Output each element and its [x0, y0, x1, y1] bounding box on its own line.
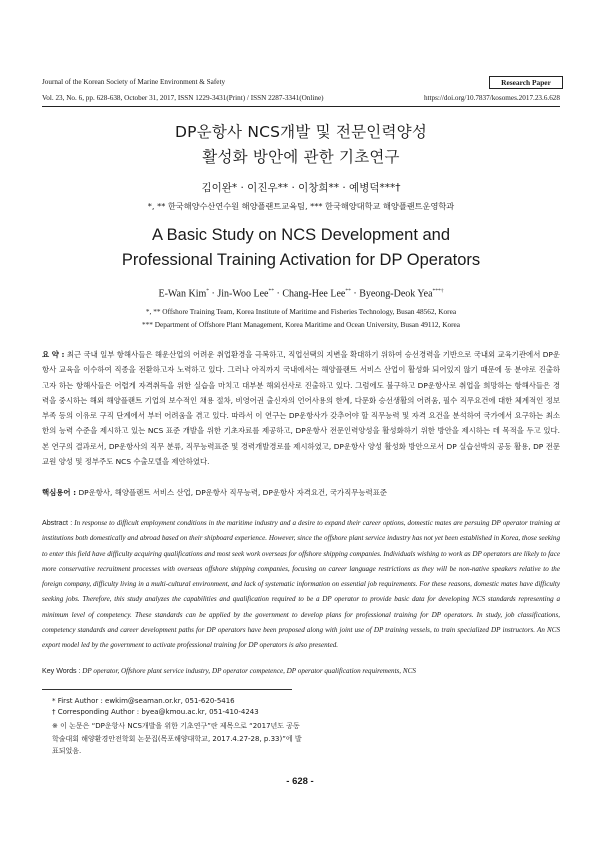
author-separator: ·	[209, 288, 218, 300]
korean-abstract-label: 요 약 :	[42, 350, 65, 359]
author-separator: ·	[350, 288, 360, 300]
first-author-footnote: * First Author : ewkim@seaman.or.kr, 051-620-5416	[52, 697, 235, 705]
english-affiliation-2: *** Department of Offshore Plant Management, Korea Maritime and Ocean University, Busan 49112, Korea	[141, 320, 461, 329]
author-mark: **	[268, 288, 274, 294]
english-keywords-text: DP operator, Offshore plant service industry, DP operator competence, DP operator qualification requirements, NCS	[82, 667, 416, 675]
english-abstract	[42, 516, 560, 654]
author-separator: ·	[273, 288, 283, 300]
volume-issn-line: Vol. 23, No. 6, pp. 628-638, October 31, 2017, ISSN 1229-3431(Print) / ISSN 2287-3341(Online)	[42, 94, 324, 102]
english-abstract-text: In response to difficult employment conditions in the maritime industry and a desire to expand their career options, domestic mates are persuing DP operator training at institutions both domestically and abroad based on their shipboard experience. However, since the offshore plant service industry has not yet been established in Korea, those seeking to enter this field have difficulty acquiring qualifications and most seek work overseas for offshore shipping companies. Individuals wishing to work as DP operators are likely to face more conservative recruitment processes with overseas offshore shipping companies, focusing on career language restrictions as they will be non-native speakers relative to the foreign company, difficulty living in a multi-cultural environment, and lack of systematic information on essential job requirements. For these reasons, domestic mates have difficulty seeking jobs. Therefore, this study analyzes the capabilities and qualification required to be a DP operator to provide basic data for developing NCS standards representing a minimum level of competency. These standards can be applied by the government to develop plans for professional training for DP operators. In study, job classifications, competency standards and career development paths for DP operators have been proposed along with joint use of DP training vessels, to train specialized DP instructors. An NCS export model led by the government to activate professional training for DP operators is also presented.	[42, 519, 561, 650]
header-rule	[42, 106, 560, 107]
journal-name: Journal of the Korean Society of Marine Environment & Safety	[42, 78, 226, 86]
research-paper-badge: Research Paper	[489, 76, 563, 89]
korean-affiliation: *, ** 한국해양수산연수원 해양플랜트교육팀, *** 한국해양대학교 해양플랜트운영학과	[147, 201, 455, 211]
author-name: Chang-Hee Lee	[282, 288, 346, 300]
doi-link[interactable]: https://doi.org/10.7837/kosomes.2017.23.6.628	[423, 94, 560, 102]
korean-abstract-text: 최근 국내 일부 항해사들은 해운산업의 어려운 취업환경을 극복하고, 직업선택의 지변을 확대하기 위하여 승선경력을 기반으로 국내외 교육기관에서 DP운항사 교육을 이수하여 직종을 전환하고자 노력하고 있다. 그러나 아직까지 국내에서는 해양플랜트 서비스 산업이 활성화 되어있지 않기 때문에 동 분야로 진출하고자 하는 항해사들은 어렵게 자격취득을 위한 실습을 마치고 대부분 해외선사로 진출하고 있다. 그럼에도 불구하고 DP운항사로 취업을 희망하는 항해사들은 경력을 중시하는 해외 해양플랜트 기업의 보수적인 채용 절차, 비영어권 출신자의 언어사용의 한계, 다문화 승선생활의 어려움, 필수 직무요건에 대한 체계적인 정보 부족 등의 이유로 구직 단계에서 부터 어려움을 겪고 있다. 따라서 이 연구는 DP운항사가 갖추어야 할 직무능력 및 자격 요건을 분석하여 국가에서 요구하는 최소한의 능력 수준을 제시하고 있는 NCS 표준 개발을 위한 기초자료를 제공하고, DP운항사 전문인력양성을 활성화하기 위한 방안을 제시하는 데 목적을 두고 있다. 본 연구의 결과로서, DP운항사의 직무 분류, 직무능력표준 및 경력개발경로를 제시하였고, DP운항사 양성 활성화 방안으로서 DP 실습선박의 공동 활용, DP 전문 교원 양성 및 정부주도 NCS 수출모델을 제안하였다.	[42, 350, 560, 467]
english-affiliation-1: *, ** Offshore Training Team, Korea Institute of Maritime and Fisheries Technology, Busan 48562, Korea	[145, 307, 457, 316]
author-mark: ***†	[432, 288, 444, 294]
author-mark: **	[345, 288, 351, 294]
korean-keywords	[42, 487, 560, 498]
english-title-line1: A Basic Study on NCS Development and	[151, 226, 451, 244]
corresponding-author-footnote: † Corresponding Author : byea@kmou.ac.kr, 051-410-4243	[52, 708, 259, 716]
footnote-rule	[42, 689, 292, 690]
presentation-note: ※ 이 논문은 “DP운항사 NCS개발을 위한 기초연구”란 제목으로 “2017년도 공동학술대회 해양환경안전학회 논문집(목포해양대학교, 2017.4.27-28, p.33)”에 발표되었음.	[52, 722, 302, 755]
english-authors	[42, 288, 560, 299]
korean-keywords-label: 핵심용어 :	[42, 488, 77, 497]
english-abstract-label: Abstract :	[42, 519, 73, 527]
author-name: Byeong-Deok Yea	[359, 288, 433, 300]
author-name: Jin-Woo Lee	[217, 288, 269, 300]
korean-title-line2: 활성화 방안에 관한 기초연구	[202, 148, 400, 166]
author-name: E-Wan Kim	[158, 288, 207, 300]
korean-authors: 김이완* · 이진우** · 이창희** · 예병덕***†	[201, 182, 401, 194]
page-number: - 628 -	[286, 776, 314, 787]
english-keywords-label: Key Words :	[42, 667, 81, 675]
english-title-line2: Professional Training Activation for DP Operators	[121, 251, 481, 269]
korean-title-line1: DP운항사 NCS개발 및 전문인력양성	[175, 123, 427, 141]
korean-keywords-text: DP운항사, 해양플랜트 서비스 산업, DP운항사 직무능력, DP운항사 자격요건, 국가직무능력표준	[78, 488, 387, 497]
author-mark: *	[206, 288, 210, 294]
english-keywords	[42, 667, 560, 675]
korean-abstract	[42, 347, 560, 469]
